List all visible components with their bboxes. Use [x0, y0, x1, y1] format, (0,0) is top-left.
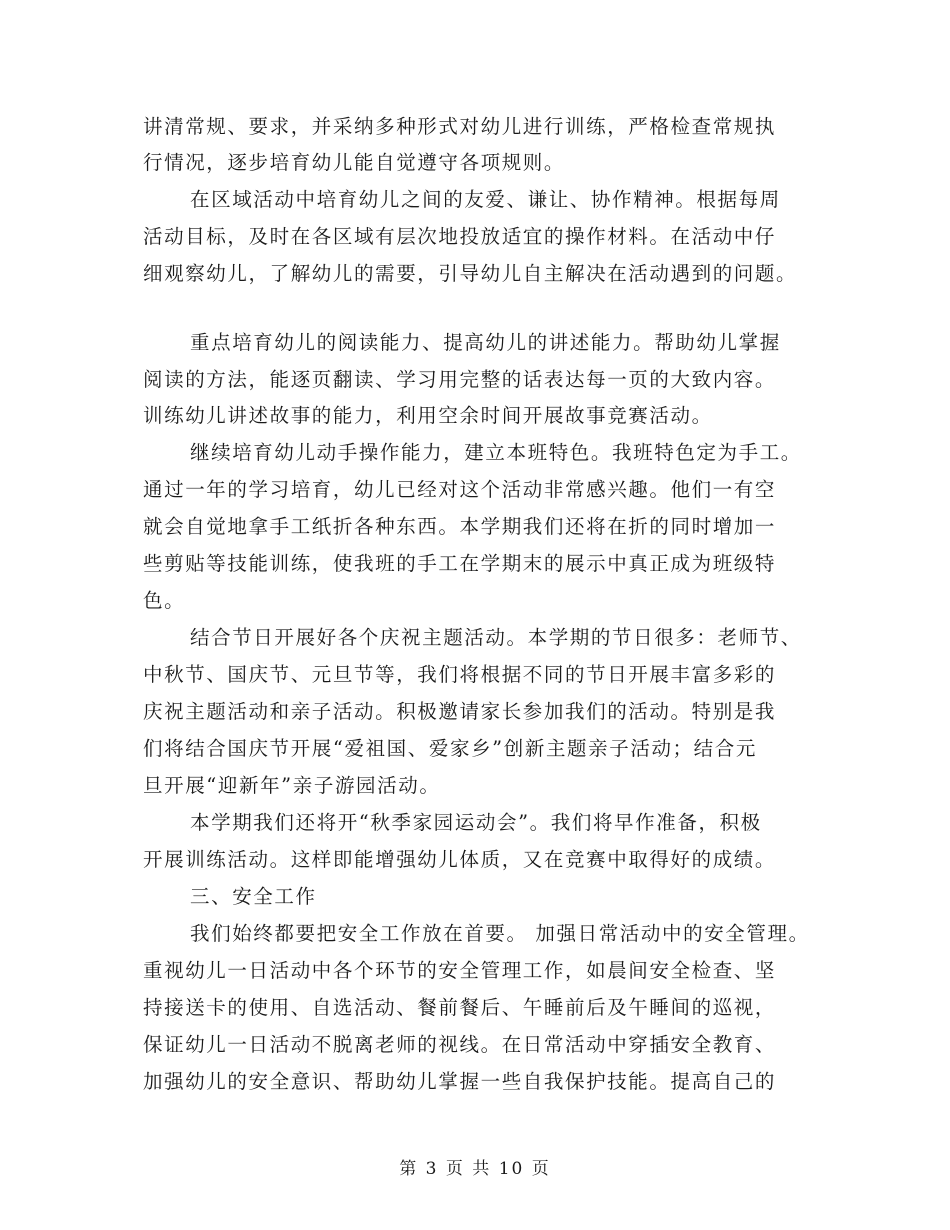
- paragraph-start-line: 我们始终都要把安全工作放在首要。 加强日常活动中的安全管理。: [190, 922, 810, 945]
- text-line: 色。: [143, 589, 186, 612]
- text-line: 持接送卡的使用、自选活动、餐前餐后、午睡前后及午睡间的巡视，: [143, 996, 777, 1019]
- text-line: 重视幼儿一日活动中各个环节的安全管理工作，如晨间安全检查、坚: [143, 959, 777, 982]
- paragraph-start-line: 继续培育幼儿动手操作能力，建立本班特色。我班特色定为手工。: [190, 441, 802, 464]
- page-number-footer: 第 3 页 共 10 页: [399, 1159, 551, 1179]
- text-line: 些剪贴等技能训练，使我班的手工在学期末的展示中真正成为班级特: [143, 552, 777, 575]
- text-line: 行情况，逐步培育幼儿能自觉遵守各项规则。: [143, 151, 566, 174]
- paragraph-start-line: 重点培育幼儿的阅读能力、提高幼儿的讲述能力。帮助幼儿掌握: [190, 331, 781, 354]
- text-line: 活动目标，及时在各区域有层次地投放适宜的操作材料。在活动中仔: [143, 225, 777, 248]
- text-line: 讲清常规、要求，并采纳多种形式对幼儿进行训练，严格检查常规执: [143, 115, 777, 138]
- paragraph-start-line: 结合节日开展好各个庆祝主题活动。本学期的节日很多：老师节、: [190, 626, 802, 649]
- text-line: 旦开展“迎新年”亲子游园活动。: [143, 774, 441, 797]
- section-heading: 三、安全工作: [190, 885, 317, 908]
- text-line: 通过一年的学习培育，幼儿已经对这个活动非常感兴趣。他们一有空: [143, 478, 777, 501]
- text-line: 开展训练活动。这样即能增强幼儿体质，又在竞赛中取得好的成绩。: [143, 848, 777, 871]
- paragraph-start-line: 本学期我们还将开“秋季家园运动会”。我们将早作准备，积极: [190, 811, 762, 834]
- text-line: 们将结合国庆节开展“爱祖国、爱家乡”创新主题亲子活动；结合元: [143, 737, 757, 760]
- paragraph-start-line: 在区域活动中培育幼儿之间的友爱、谦让、协作精神。根据每周: [190, 188, 781, 211]
- text-line: 中秋节、国庆节、元旦节等，我们将根据不同的节日开展丰富多彩的: [143, 663, 777, 686]
- text-line: 阅读的方法，能逐页翻读、学习用完整的话表达每一页的大致内容。: [143, 368, 777, 391]
- text-line: 保证幼儿一日活动不脱离老师的视线。在日常活动中穿插安全教育、: [143, 1033, 777, 1056]
- text-line: 庆祝主题活动和亲子活动。积极邀请家长参加我们的活动。特别是我: [143, 700, 777, 723]
- text-line: 就会自觉地拿手工纸折各种东西。本学期我们还将在折的同时增加一: [143, 515, 777, 538]
- text-line: 细观察幼儿，了解幼儿的需要，引导幼儿自主解决在活动遇到的问题。: [143, 262, 798, 285]
- text-line: 加强幼儿的安全意识、帮助幼儿掌握一些自我保护技能。提高自己的: [143, 1070, 777, 1093]
- text-line: 训练幼儿讲述故事的能力，利用空余时间开展故事竞赛活动。: [143, 404, 713, 427]
